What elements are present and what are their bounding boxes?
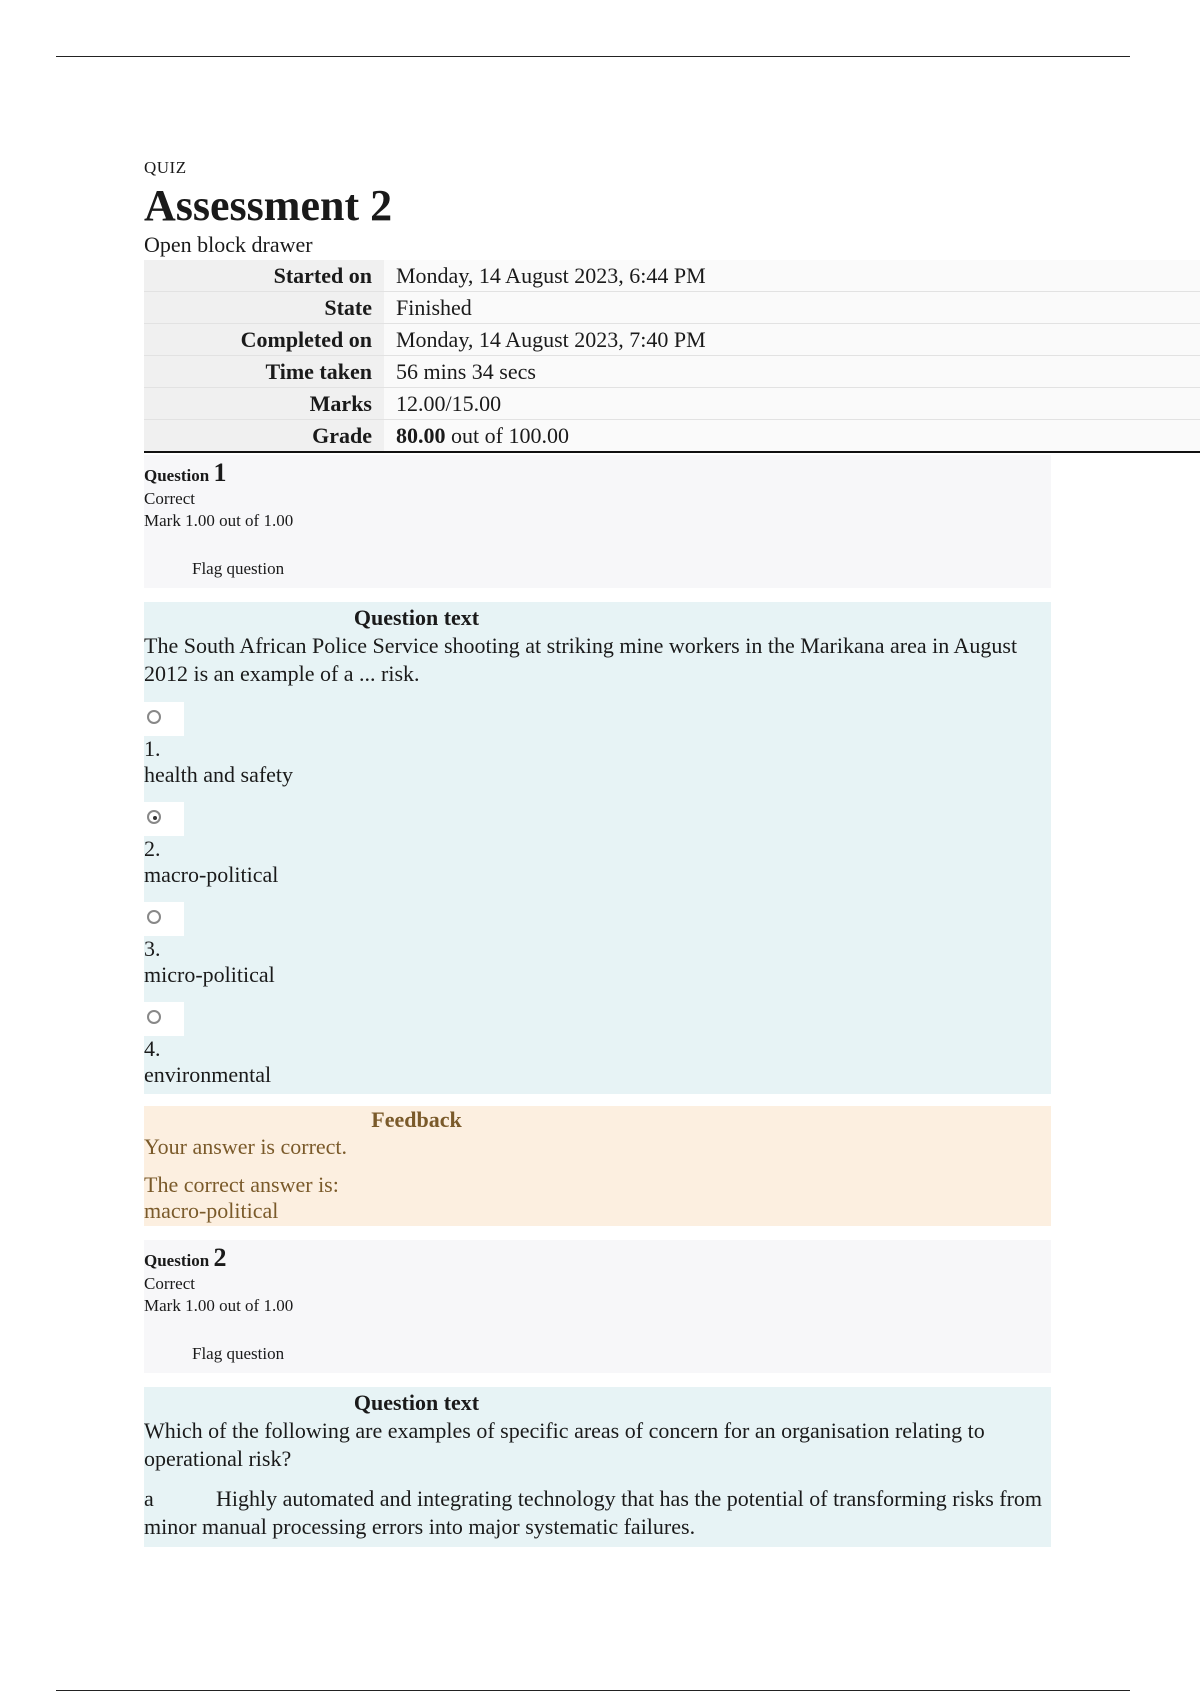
question-text-heading: Question text bbox=[353, 1390, 480, 1415]
radio-button[interactable] bbox=[144, 1002, 184, 1036]
radio-checked-icon bbox=[147, 810, 161, 824]
answer-option[interactable] bbox=[144, 802, 1051, 888]
feedback-heading: Feedback bbox=[371, 1107, 462, 1132]
summary-value: Monday, 14 August 2023, 6:44 PM bbox=[384, 260, 1200, 292]
page-kicker: QUIZ bbox=[144, 158, 187, 177]
question-status: Correct bbox=[144, 1274, 195, 1293]
question-label: Question bbox=[144, 466, 214, 485]
question-1-info bbox=[144, 455, 1051, 588]
question-2-info bbox=[144, 1240, 1051, 1373]
answer-option[interactable] bbox=[144, 702, 1051, 788]
summary-row bbox=[144, 324, 1200, 356]
question-heading bbox=[144, 458, 1051, 488]
question-label: Question bbox=[144, 1251, 214, 1270]
summary-value: 56 mins 34 secs bbox=[384, 356, 1200, 388]
summary-value: Monday, 14 August 2023, 7:40 PM bbox=[384, 324, 1200, 356]
flag-question-link[interactable]: Flag question bbox=[192, 559, 285, 578]
option-number: 2. bbox=[144, 836, 161, 861]
summary-row bbox=[144, 420, 1200, 453]
choice-text: Highly automated and integrating technology that has the potential of transforming risks from minor manual processing errors into major systematic failures. bbox=[144, 1486, 1043, 1539]
radio-button[interactable] bbox=[144, 902, 184, 936]
option-text: macro-political bbox=[144, 862, 279, 887]
summary-row bbox=[144, 356, 1200, 388]
choice-label: a bbox=[144, 1486, 154, 1511]
summary-row bbox=[144, 388, 1200, 420]
summary-row bbox=[144, 292, 1200, 324]
summary-key: Time taken bbox=[144, 356, 384, 388]
correct-answer-value: macro-political bbox=[144, 1198, 279, 1223]
bottom-rule bbox=[56, 1690, 1130, 1691]
question-heading bbox=[144, 1243, 1051, 1273]
feedback-result: Your answer is correct. bbox=[144, 1134, 348, 1159]
grade-score: 80.00 bbox=[396, 422, 446, 448]
radio-circle-icon bbox=[147, 1010, 161, 1024]
radio-circle-icon bbox=[147, 710, 161, 724]
option-text: environmental bbox=[144, 1062, 272, 1087]
option-number: 1. bbox=[144, 736, 161, 761]
question-text: Which of the following are examples of specific areas of concern for an organisation relating to operational risk? bbox=[144, 1418, 985, 1471]
grade-total: out of 100.00 bbox=[445, 422, 569, 448]
answer-option[interactable] bbox=[144, 1002, 1051, 1088]
option-number: 3. bbox=[144, 936, 161, 961]
attempt-summary-table bbox=[144, 260, 1200, 453]
summary-row bbox=[144, 260, 1200, 292]
grade-value bbox=[384, 420, 1200, 453]
question-number: 1 bbox=[213, 458, 227, 487]
summary-key: Grade bbox=[144, 420, 384, 453]
radio-button-selected[interactable] bbox=[144, 802, 184, 836]
option-text: health and safety bbox=[144, 762, 294, 787]
question-text-heading: Question text bbox=[353, 605, 480, 630]
question-1-formulation bbox=[144, 602, 1051, 1094]
question-mark: Mark 1.00 out of 1.00 bbox=[144, 511, 294, 530]
question-number: 2 bbox=[213, 1243, 227, 1272]
top-rule bbox=[56, 56, 1130, 57]
radio-button[interactable] bbox=[144, 702, 184, 736]
answer-option[interactable] bbox=[144, 902, 1051, 988]
quiz-review bbox=[144, 158, 1200, 1547]
summary-key: Started on bbox=[144, 260, 384, 292]
summary-value: Finished bbox=[384, 292, 1200, 324]
radio-circle-icon bbox=[147, 910, 161, 924]
option-number: 4. bbox=[144, 1036, 161, 1061]
question-text: The South African Police Service shooting at striking mine workers in the Marikana area in August 2012 is an example of a ... risk. bbox=[144, 633, 1018, 686]
page-title: Assessment 2 bbox=[144, 181, 393, 230]
flag-question-link[interactable]: Flag question bbox=[192, 1344, 285, 1363]
question-2-formulation bbox=[144, 1387, 1051, 1547]
summary-value: 12.00/15.00 bbox=[384, 388, 1200, 420]
correct-answer-label: The correct answer is: bbox=[144, 1172, 339, 1197]
summary-key: State bbox=[144, 292, 384, 324]
summary-key: Completed on bbox=[144, 324, 384, 356]
open-block-drawer-link[interactable]: Open block drawer bbox=[144, 232, 313, 257]
choice-a bbox=[144, 1485, 1051, 1541]
summary-key: Marks bbox=[144, 388, 384, 420]
question-status: Correct bbox=[144, 489, 195, 508]
question-mark: Mark 1.00 out of 1.00 bbox=[144, 1296, 294, 1315]
option-text: micro-political bbox=[144, 962, 275, 987]
question-1-feedback bbox=[144, 1106, 1051, 1226]
